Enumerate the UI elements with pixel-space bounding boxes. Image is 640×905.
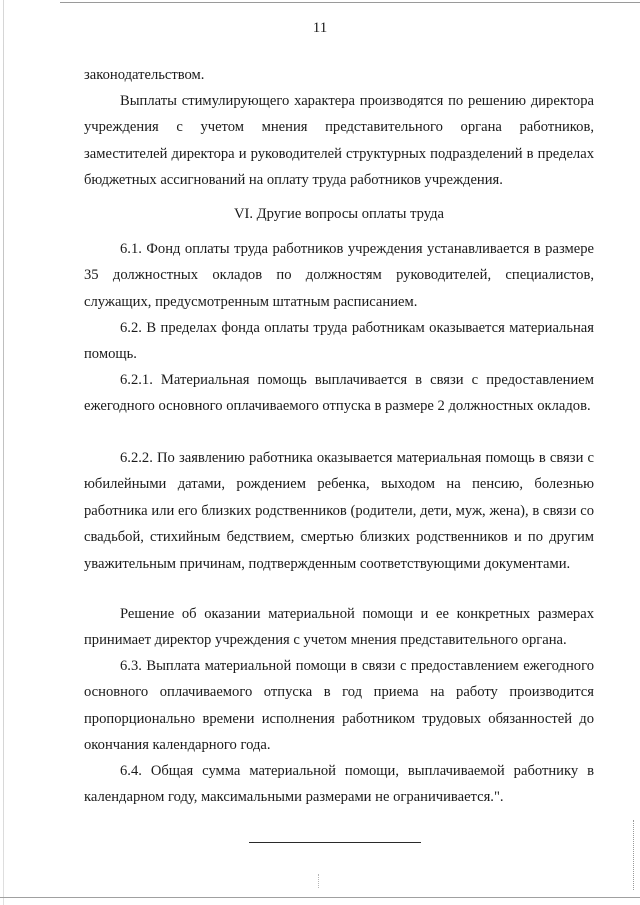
decision-block [84,601,594,654]
section-heading: VI. Другие вопросы оплаты труда [233,206,445,222]
clause-6-3-block [84,653,594,759]
section-heading-block [84,201,594,227]
scan-edge-bottom [0,897,640,898]
clause-6-4-block [84,758,594,811]
end-of-document-rule [249,842,421,843]
paragraph-stimulating-payments: Выплаты стимулирующего характера производятся по решению директора учреждения с учетом мнения представительного органа работников, заместителей директора и руководителей структурных подразделений в пределах бюджетных ассигнований на оплату труда работников учреждения. [84,93,594,189]
clause-6-2-block [84,315,594,368]
continuation-text-block [84,62,594,88]
clause-6-2-2: 6.2.2. По заявлению работника оказывается материальная помощь в связи с юбилейными датами, рождением ребенка, выходом на пенсию, болезнью работника или его близких родственников (родители, дети, муж, жена), в связи со свадьбой, стихийным бедствием, смертью близких родственников и по другим уважительным причинам, подтвержденным соответствующими документами. [84,450,594,572]
scan-artifact-mark [318,874,320,888]
scan-edge-top [60,2,640,3]
clause-6-2-2-block [84,445,594,577]
paragraph-decision: Решение об оказании материальной помощи и ее конкретных размерах принимает директор учреждения с учетом мнения представительного органа. [84,606,594,649]
clause-6-1-block [84,236,594,315]
paragraph-continuation: законодательством. [84,67,205,83]
clause-6-4: 6.4. Общая сумма материальной помощи, выплачиваемой работнику в календарном году, максимальными размерами не ограничивается.". [84,763,594,806]
clause-6-2-1-block [84,367,594,420]
stimulating-payments-block [84,88,594,194]
scan-edge-left [3,0,4,905]
clause-6-2-1: 6.2.1. Материальная помощь выплачивается в связи с предоставлением ежегодного основного оплачиваемого отпуска в размере 2 должностных окладов. [84,372,594,415]
scan-edge-right [633,820,635,890]
page-number: 11 [312,20,328,36]
clause-6-2: 6.2. В пределах фонда оплаты труда работникам оказывается материальная помощь. [84,320,594,363]
clause-6-3: 6.3. Выплата материальной помощи в связи с предоставлением ежегодного основного оплачиваемого отпуска в год приема на работу производится пропорционально времени исполнения работником трудовых обязанностей до окончания календарного года. [84,658,594,754]
clause-6-1: 6.1. Фонд оплаты труда работников учреждения устанавливается в размере 35 должностных окладов по должностям руководителей, специалистов, служащих, предусмотренным штатным расписанием. [84,241,594,310]
